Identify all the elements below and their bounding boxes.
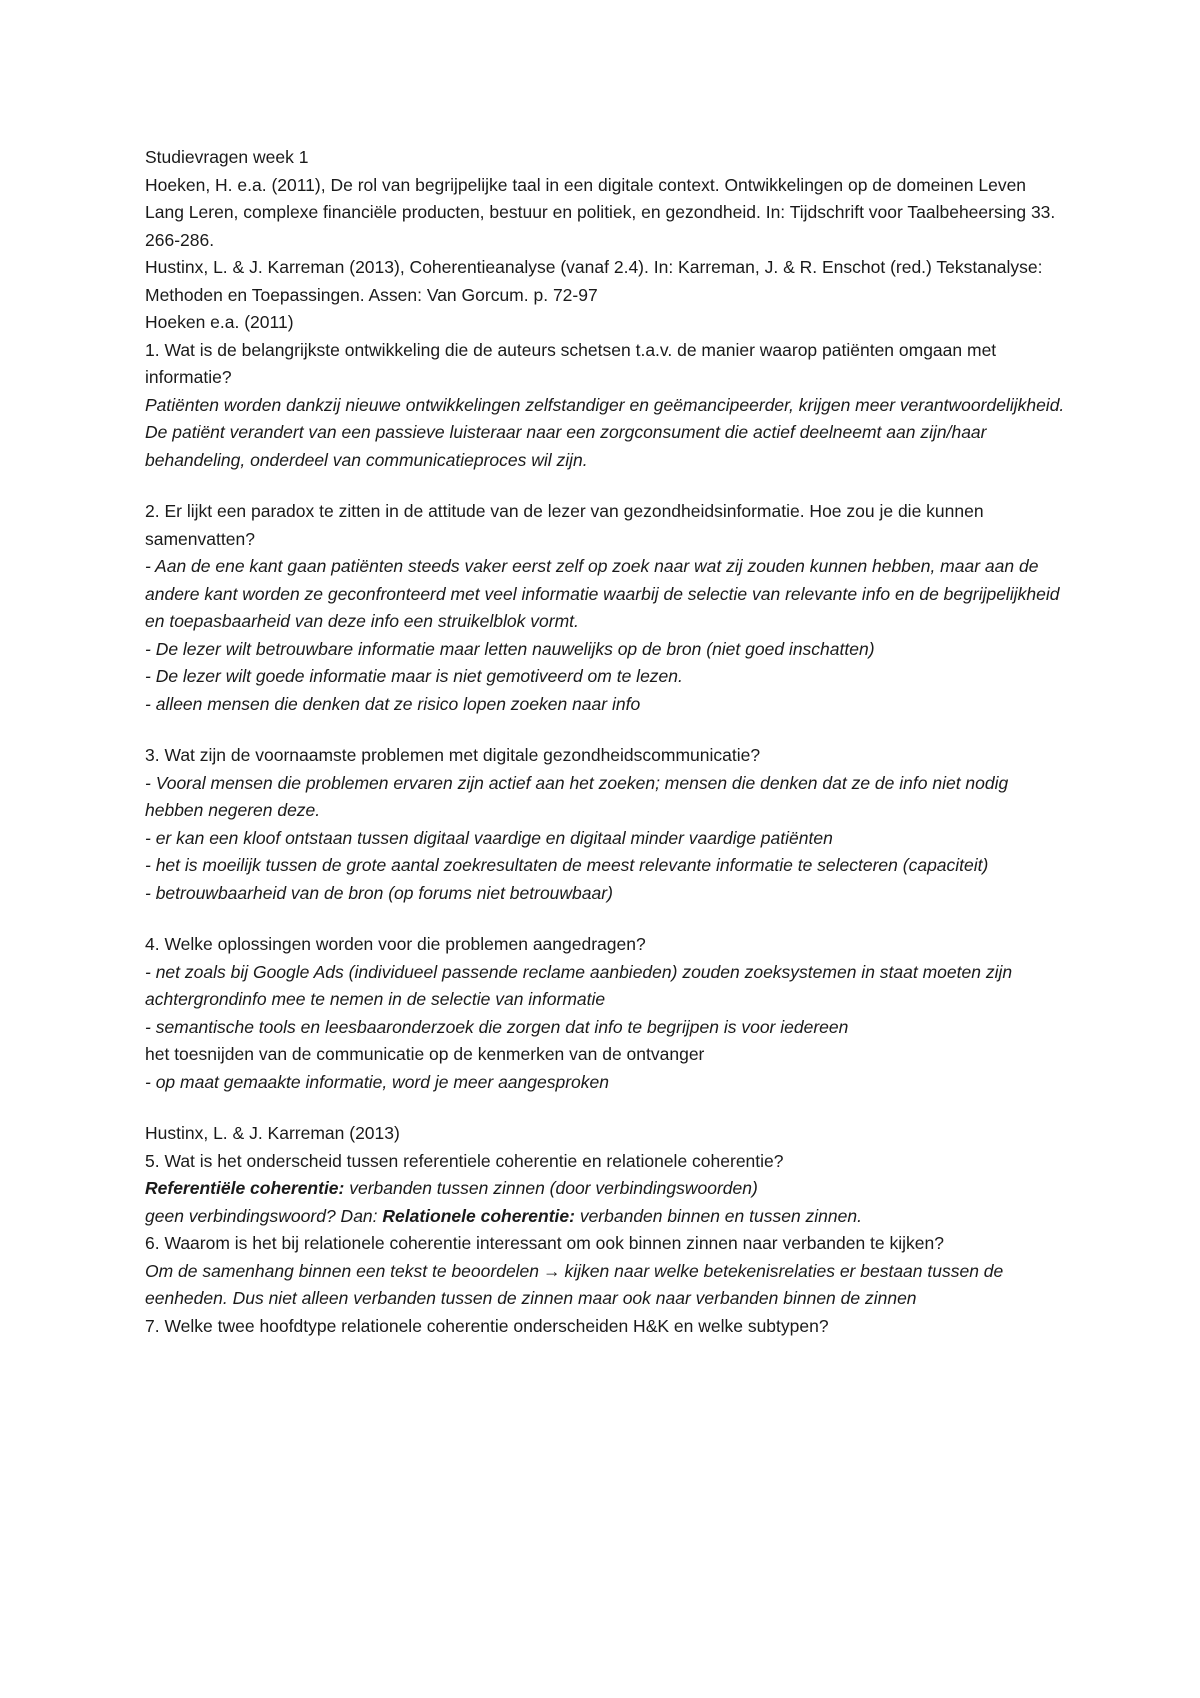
- answer-2-item: - alleen mensen die denken dat ze risico lopen zoeken naar info: [145, 693, 641, 714]
- document-title: Studievragen week 1: [145, 147, 309, 167]
- answer-4-item: - net zoals bij Google Ads (individueel passende reclame aanbieden) zouden zoeksystemen in staat moeten zijn achtergrondinfo mee te nemen in de selectie van informatie: [145, 961, 1013, 1009]
- answer-6: [145, 1258, 1065, 1313]
- answer-5-prefix: geen verbindingswoord? Dan:: [145, 1205, 383, 1226]
- answer-4-plain: het toesnijden van de communicatie op de kenmerken van de ontvanger: [145, 1044, 705, 1064]
- term-referentiele: Referentiële coherentie:: [145, 1178, 345, 1198]
- definition-relationele: verbanden binnen en tussen zinnen.: [574, 1205, 862, 1226]
- answer-3-item: - betrouwbaarheid van de bron (op forums niet betrouwbaar): [145, 882, 613, 903]
- answer-5-line-2: [145, 1203, 1065, 1231]
- arrow-right-icon: →: [543, 1260, 561, 1281]
- section-heading: Hustinx, L. & J. Karreman (2013): [145, 1123, 400, 1143]
- question-block-2: [145, 498, 1065, 718]
- answer-4-item: - semantische tools en leesbaaronderzoek die zorgen dat info te begrijpen is voor iedereen: [145, 1016, 849, 1037]
- reference-hustinx: Hustinx, L. & J. Karreman (2013), Coherentieanalyse (vanaf 2.4). In: Karreman, J. & R. Enschot (red.) Tekstanalyse: Methoden en Toepassingen. Assen: Van Gorcum. p. 72-97: [145, 257, 1043, 305]
- question-block-4: [145, 931, 1065, 1096]
- answer-5-line-1: [145, 1175, 1065, 1203]
- answer-2-item: - De lezer wilt goede informatie maar is niet gemotiveerd om te lezen.: [145, 666, 683, 686]
- section-heading: Hoeken e.a. (2011): [145, 312, 294, 332]
- question-5: 5. Wat is het onderscheid tussen referentiele coherentie en relationele coherentie?: [145, 1150, 784, 1171]
- answer-6-part-1: Om de samenhang binnen een tekst te beoordelen: [145, 1260, 540, 1281]
- question-block-3: [145, 742, 1065, 907]
- section-hustinx: [145, 1120, 1065, 1340]
- section-hoeken: [145, 309, 1065, 474]
- answer-4-item: - op maat gemaakte informatie, word je meer aangesproken: [145, 1071, 609, 1092]
- reference-hoeken: Hoeken, H. e.a. (2011), De rol van begrijpelijke taal in een digitale context. Ontwikkelingen op de domeinen Leven Lang Leren, complexe financiële producten, bestuur en politiek, en gezondheid. In: Tijdschrift voor Taalbeheersing 33. 266-286.: [145, 174, 1056, 250]
- definition-referentiele: verbanden tussen zinnen (door verbindingswoorden): [344, 1178, 758, 1198]
- question-4: 4. Welke oplossingen worden voor die problemen aangedragen?: [145, 934, 646, 954]
- question-1: 1. Wat is de belangrijkste ontwikkeling die de auteurs schetsen t.a.v. de manier waarop patiënten omgaan met informatie?: [145, 339, 997, 387]
- answer-3-item: - Vooral mensen die problemen ervaren zijn actief aan het zoeken; mensen die denken dat ze de info niet nodig hebben negeren deze.: [145, 772, 1009, 820]
- answer-2-item: - De lezer wilt betrouwbare informatie maar letten nauwelijks op de bron (niet goed inschatten): [145, 638, 875, 659]
- answer-1: Patiënten worden dankzij nieuwe ontwikkelingen zelfstandiger en geëmancipeerder, krijgen meer verantwoordelijkheid. De patiënt verandert van een passieve luisteraar naar een zorgconsument die actief deelneemt aan zijn/haar behandeling, onderdeel van communicatieproces wil zijn.: [145, 394, 1065, 470]
- question-3: 3. Wat zijn de voornaamste problemen met digitale gezondheidscommunicatie?: [145, 745, 761, 765]
- term-relationele: Relationele coherentie:: [382, 1205, 575, 1226]
- answer-2-item: - Aan de ene kant gaan patiënten steeds vaker eerst zelf op zoek naar wat zij zouden kunnen hebben, maar aan de andere kant worden ze geconfronteerd met veel informatie waarbij de selectie van relevante info en de begrijpelijkheid en toepasbaarheid van deze info een struikelblok vormt.: [145, 556, 1060, 631]
- question-6: 6. Waarom is het bij relationele coherentie interessant om ook binnen zinnen naar verbanden te kijken?: [145, 1233, 944, 1253]
- answer-3-item: - er kan een kloof ontstaan tussen digitaal vaardige en digitaal minder vaardige patiënten: [145, 827, 833, 848]
- question-2: 2. Er lijkt een paradox te zitten in de attitude van de lezer van gezondheidsinformatie. Hoe zou je die kunnen samenvatten?: [145, 501, 984, 549]
- answer-6-part-2: kijken naar welke betekenisrelaties er bestaan tussen de eenheden. Dus niet alleen verbanden tussen de zinnen maar ook naar verbanden binnen de zinnen: [145, 1260, 1004, 1308]
- question-7: 7. Welke twee hoofdtype relationele coherentie onderscheiden H&K en welke subtypen?: [145, 1315, 829, 1336]
- document-page: [145, 144, 1065, 1364]
- answer-3-item: - het is moeilijk tussen de grote aantal zoekresultaten de meest relevante informatie te selecteren (capaciteit): [145, 855, 989, 875]
